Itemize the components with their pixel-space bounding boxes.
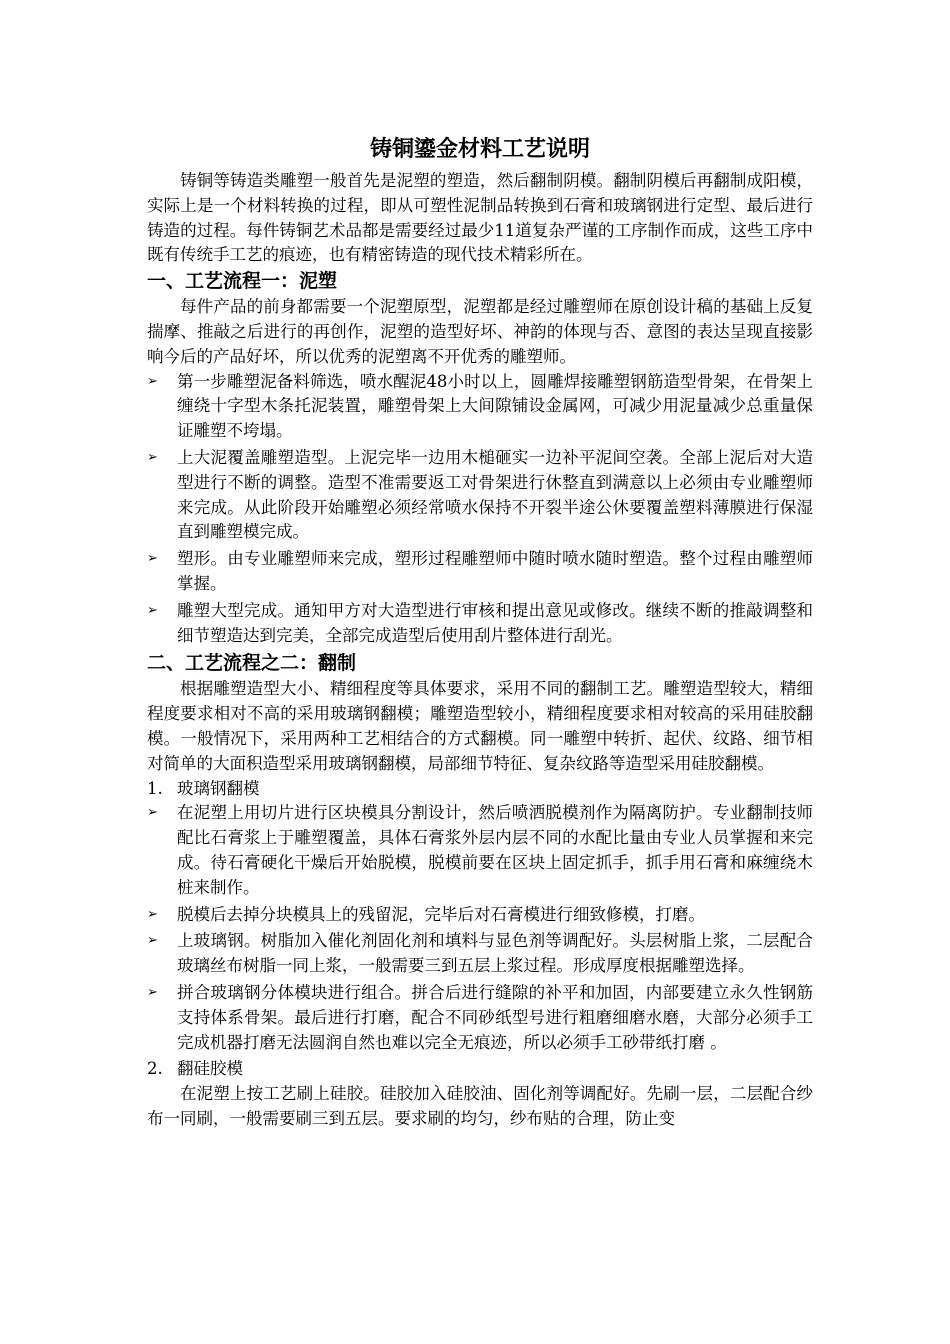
list-item [147,446,813,545]
arrow-bullet-icon: ➢ [147,984,158,1000]
list-item-text: 第一步雕塑泥备料筛选，喷水醒泥48小时以上，圆雕焊接雕塑钢筋造型骨架，在骨架上缠绕十字型木条托泥装置，雕塑骨架上大间隙铺设金属网，可减少用泥量减少总重量保证雕塑不垮塌。 [177,371,813,441]
list-item-text: 在泥塑上用切片进行区块模具分割设计，然后喷洒脱模剂作为隔离防护。专业翻制技师配比石膏浆上于雕塑覆盖，具体石膏浆外层内层不同的水配比量由专业人员掌握和来完成。待石膏硬化干燥后开始脱模，脱模前要在区块上固定抓手，抓手用石膏和麻缠绕木桩来制作。 [177,803,813,897]
subsection-label: 玻璃钢翻模 [177,778,260,798]
section-paragraph-mold-making: 根据雕塑造型大小、精细程度等具体要求，采用不同的翻制工艺。雕塑造型较大，精细程度要求相对不高的采用玻璃钢翻模；雕塑造型较小，精细程度要求相对较高的采用硅胶翻模。一般情况下，采用两种工艺相结合的方式翻模。同一雕塑中转折、起伏、纹路、细节相对简单的大面积造型采用玻璃钢翻模，局部细节特征、复杂纹路等造型采用硅胶翻模。 [147,679,813,773]
silicone-paragraph: 在泥塑上按工艺刷上硅胶。硅胶加入硅胶油、固化剂等调配好。先刷一层，二层配合纱布一同刷，一般需要刷三到五层。要求刷的均匀，纱布贴的合理，防止变 [147,1084,813,1128]
document-title: 铸铜鎏金材料工艺说明 [369,137,590,162]
list-item [147,929,813,979]
arrow-bullet-icon: ➢ [147,602,158,618]
subsection-number: 1. [147,778,163,798]
section-heading-mold-making: 二、工艺流程之二：翻制 [147,652,357,675]
subsection-heading-fiberglass [147,777,813,802]
subsection-heading-silicone [147,1057,813,1082]
subsection-number: 2. [147,1059,163,1079]
list-item-text: 拼合玻璃钢分体模块进行组合。拼合后进行缝隙的补平和加固，内部要建立永久性钢筋支持体系骨架。最后进行打磨，配合不同砂纸型号进行粗磨细磨水磨，大部分必须手工完成机器打磨无法圆润自然也难以完全无痕迹，所以必须手工砂带纸打磨 。 [177,982,813,1052]
list-item [147,801,813,900]
list-item [147,903,813,928]
arrow-bullet-icon: ➢ [147,906,158,922]
list-item-text: 上大泥覆盖雕塑造型。上泥完毕一边用木槌砸实一边补平泥间空袭。全部上泥后对大造型进行不断的调整。造型不准需要返工对骨架进行休整直到满意以上必须由专业雕塑师来完成。从此阶段开始雕塑必须经常喷水保持不开裂半途公休要覆盖塑料薄膜进行保湿直到雕塑模完成。 [177,447,813,542]
arrow-bullet-icon: ➢ [147,551,158,567]
list-item-text: 雕塑大型完成。通知甲方对大造型进行审核和提出意见或修改。继续不断的推敲调整和细节塑造达到完美，全部完成造型后使用刮片整体进行刮光。 [177,600,813,645]
sculpting-bullet-list [147,370,813,649]
subsection-label: 翻硅胶模 [177,1059,243,1079]
arrow-bullet-icon: ➢ [147,373,158,389]
section-paragraph-sculpting: 每件产品的前身都需要一个泥塑原型，泥塑都是经过雕塑师在原创设计稿的基础上反复揣摩、推敲之后进行的再创作，泥塑的造型好坏、神韵的体现与否、意图的表达呈现直接影响今后的产品好坏，所以优秀的泥塑离不开优秀的雕塑师。 [147,297,813,366]
list-item-text: 塑形。由专业雕塑师来完成，塑形过程雕塑师中随时喷水随时塑造。整个过程由雕塑师掌握。 [177,549,813,593]
list-item-text: 脱模后去掉分块模具上的残留泥，完毕后对石膏模进行细致修模，打磨。 [177,904,705,924]
list-item [147,599,813,649]
list-item [147,981,813,1055]
list-item [147,370,813,444]
intro-paragraph: 铸铜等铸造类雕塑一般首先是泥塑的塑造，然后翻制阴模。翻制阴模后再翻制成阳模，实际上是一个材料转换的过程，即从可塑性泥制品转换到石膏和玻璃钢进行定型、最后进行铸造的过程。每件铸铜艺术品都是需要经过最少11道复杂严谨的工序制作而成，这些工序中既有传统手工艺的痕迹，也有精密铸造的现代技术精彩所在。 [147,171,813,265]
fiberglass-bullet-list [147,801,813,1055]
list-item [147,547,813,597]
arrow-bullet-icon: ➢ [147,449,158,465]
section-heading-sculpting: 一、工艺流程一：泥塑 [147,270,338,293]
list-item-text: 上玻璃钢。树脂加入催化剂固化剂和填料与显色剂等调配好。头层树脂上浆，二层配合玻璃丝布树脂一同上浆，一般需要三到五层上浆过程。形成厚度根据雕塑选择。 [177,931,813,976]
arrow-bullet-icon: ➢ [147,805,158,821]
arrow-bullet-icon: ➢ [147,933,158,949]
document-body [147,133,813,1132]
